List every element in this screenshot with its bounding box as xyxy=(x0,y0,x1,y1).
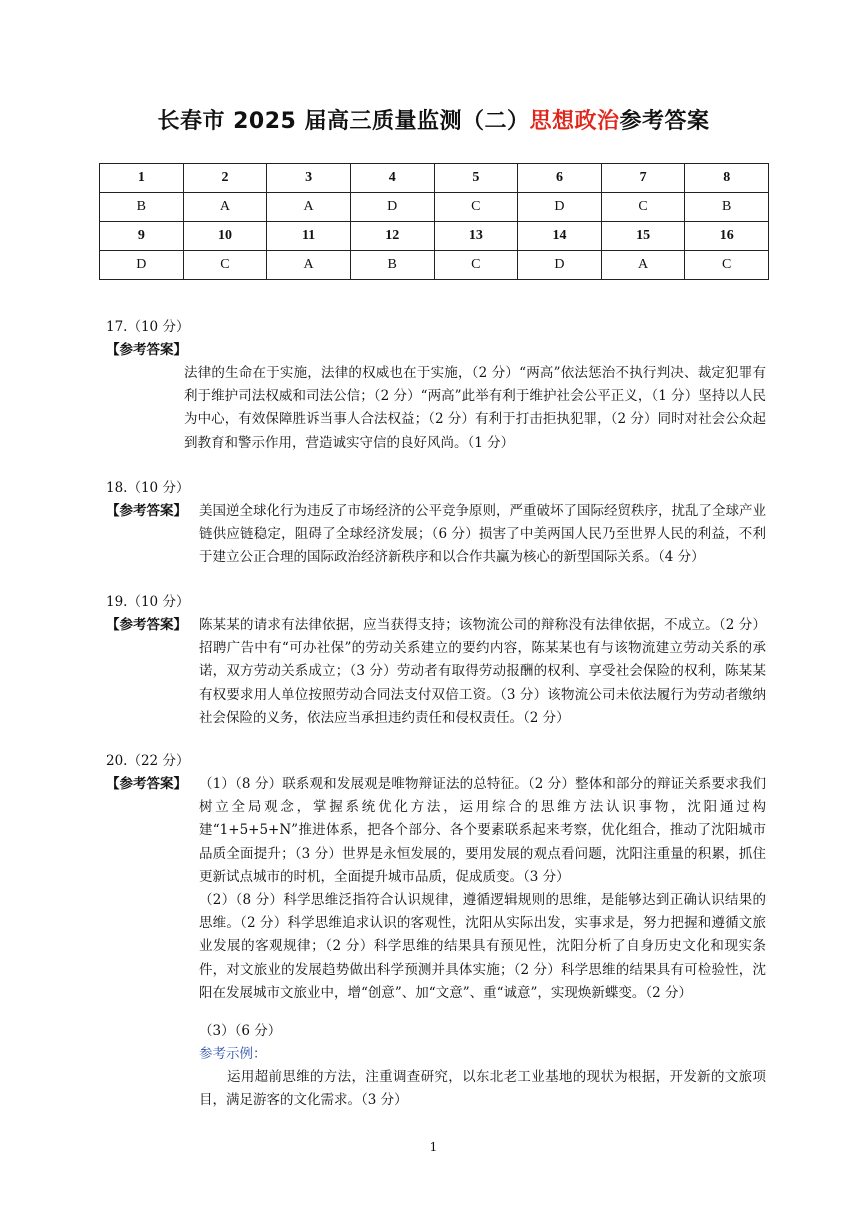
example-text: 运用超前思维的方法，注重调查研究，以东北老工业基地的现状为根据，开发新的文旅项目，满足游客的文化需求。（3 分） xyxy=(199,1069,766,1109)
question-20-header: 20.（22 分） xyxy=(106,753,190,769)
table-row xyxy=(100,222,769,251)
question-19-header: 19.（10 分） xyxy=(106,594,190,610)
question-number: 6 xyxy=(518,164,602,193)
table-row xyxy=(100,251,769,280)
answer-cell: B xyxy=(350,251,434,280)
answer-cell: C xyxy=(434,251,518,280)
question-number: 7 xyxy=(601,164,685,193)
answer-cell: C xyxy=(601,193,685,222)
answer-cell: B xyxy=(685,193,769,222)
answer-cell: C xyxy=(685,251,769,280)
answer-cell: D xyxy=(518,193,602,222)
question-18-header: 18.（10 分） xyxy=(106,480,190,496)
answer-cell: A xyxy=(183,193,267,222)
question-number: 14 xyxy=(518,222,602,251)
answer-cell: D xyxy=(100,251,184,280)
question-number: 4 xyxy=(350,164,434,193)
answer-cell: C xyxy=(434,193,518,222)
answer-cell: A xyxy=(601,251,685,280)
question-number: 15 xyxy=(601,222,685,251)
question-number: 10 xyxy=(183,222,267,251)
question-number: 9 xyxy=(100,222,184,251)
question-number: 11 xyxy=(267,222,351,251)
question-number: 1 xyxy=(100,164,184,193)
question-19-tag: 【参考答案】 xyxy=(106,617,187,633)
question-17-tag: 【参考答案】 xyxy=(106,342,187,358)
table-row xyxy=(100,164,769,193)
example-label: 参考示例： xyxy=(199,1046,267,1062)
answer-cell: D xyxy=(350,193,434,222)
answer-table xyxy=(99,163,769,280)
question-18-answer: 美国逆全球化行为违反了市场经济的公平竞争原则，严重破坏了国际经贸秩序，扰乱了全球产业链供应链稳定，阻碍了全球经济发展；（6 分）损害了中美两国人民乃至世界人民的利益，不利于建立公正合理的国际政治经济新秩序和以合作共赢为核心的新型国际关系。（4 分） xyxy=(199,503,766,566)
page-title: 长春市 2025 届高三质量监测（二）思想政治参考答案 xyxy=(157,109,710,134)
question-number: 16 xyxy=(685,222,769,251)
question-19-answer: 陈某某的请求有法律依据，应当获得支持；该物流公司的辩称没有法律依据，不成立。（2 分）招聘广告中有“可办社保”的劳动关系建立的要约内容，陈某某也有与该物流建立劳动关系的承诺，双方劳动关系成立；（3 分）劳动者有取得劳动报酬的权利、享受社会保险的权利，陈某某有权要求用人单位按照劳动合同法支付双倍工资。（3 分）该物流公司未依法履行为劳动者缴纳社会保险的义务，依法应当承担违约责任和侵权责任。（2 分） xyxy=(199,617,766,726)
question-number: 5 xyxy=(434,164,518,193)
question-number: 12 xyxy=(350,222,434,251)
question-17-answer: 法律的生命在于实施，法律的权威也在于实施，（2 分）“两高”依法惩治不执行判决、裁定犯罪有利于维护司法权威和司法公信；（2 分）“两高”此举有利于维护社会公平正义，（1 分）坚持以人民为中心，有效保障胜诉当事人合法权益；（2 分）有利于打击拒执犯罪，（2 分）同时对社会公众起到教育和警示作用，营造诚实守信的良好风尚。（1 分） xyxy=(184,365,766,451)
question-number: 2 xyxy=(183,164,267,193)
question-20-tag: 【参考答案】 xyxy=(106,776,187,792)
question-20-part3-header: （3）（6 分） xyxy=(199,1023,282,1039)
question-20-part1: （1）（8 分）联系观和发展观是唯物辩证法的总特征。（2 分）整体和部分的辩证关系要求我们树立全局观念，掌握系统优化方法，运用综合的思维方法认识事物，沈阳通过构建“1+5+5+N”推进体系，把各个部分、各个要素联系起来考察，优化组合，推动了沈阳城市品质全面提升；（3 分）世界是永恒发展的，要用发展的观点看问题，沈阳注重量的积累，抓住更新试点城市的时机，全面提升城市品质，促成质变。（3 分） xyxy=(199,776,766,885)
answer-cell: C xyxy=(183,251,267,280)
question-number: 3 xyxy=(267,164,351,193)
question-20-part2: （2）（8 分）科学思维泛指符合认识规律，遵循逻辑规则的思维，是能够达到正确认识结果的思维。（2 分）科学思维追求认识的客观性，沈阳从实际出发，实事求是，努力把握和遵循文旅业发展的客观规律；（2 分）科学思维的结果具有预见性，沈阳分析了自身历史文化和现实条件，对文旅业的发展趋势做出科学预测并具体实施；（2 分）科学思维的结果具有可检验性，沈阳在发展城市文旅业中，增“创意”、加“文意”、重“诚意”，实现焕新蝶变。（2 分） xyxy=(199,892,766,1001)
answer-cell: D xyxy=(518,251,602,280)
answer-cell: A xyxy=(267,193,351,222)
answer-cell: B xyxy=(100,193,184,222)
question-number: 13 xyxy=(434,222,518,251)
answer-cell: A xyxy=(267,251,351,280)
question-number: 8 xyxy=(685,164,769,193)
question-17-header: 17.（10 分） xyxy=(106,319,190,335)
table-row xyxy=(100,193,769,222)
page-number: 1 xyxy=(429,1140,438,1154)
question-18-tag: 【参考答案】 xyxy=(106,503,187,519)
subject-name: 思想政治 xyxy=(529,109,620,134)
